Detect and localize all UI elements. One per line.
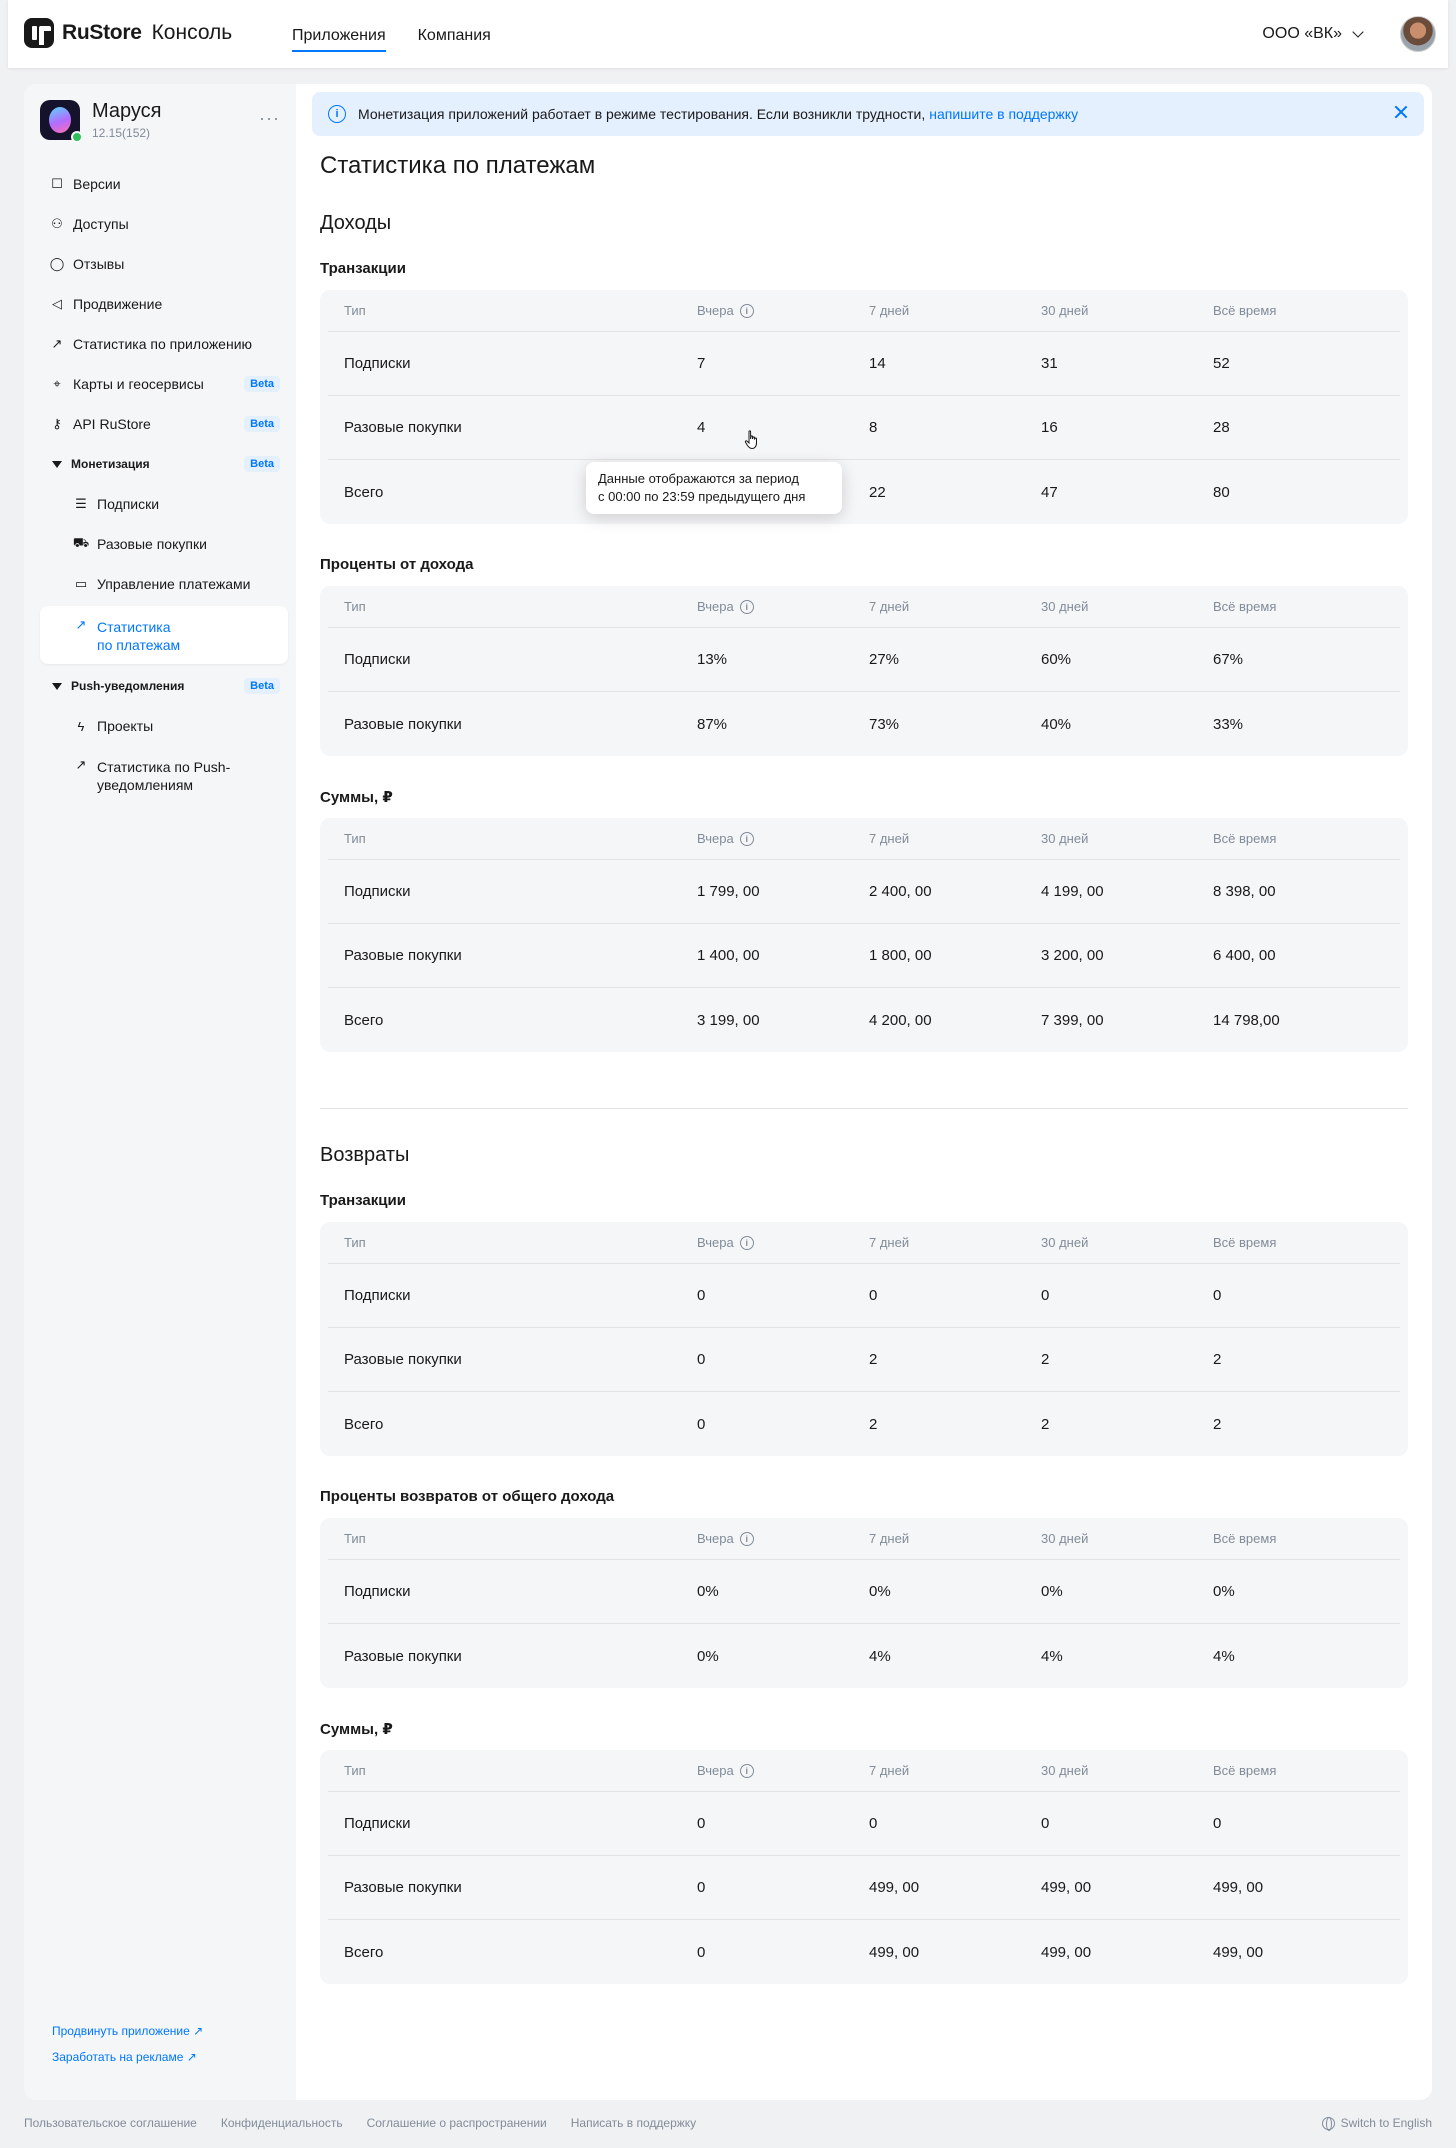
column-all-time: Всё время: [1213, 1531, 1277, 1546]
top-nav: [292, 0, 523, 68]
column-all-time: Всё время: [1213, 599, 1277, 614]
table-row: [328, 1264, 1400, 1328]
refunds-percents-title: Проценты возвратов от общего дохода: [320, 1488, 615, 1505]
sidebar-item-label-line1: Статистика по Push-: [97, 759, 231, 775]
cell-7-days: 0: [869, 1815, 878, 1832]
footer-link-terms[interactable]: Пользовательское соглашение: [24, 2116, 197, 2130]
cell-7-days: 4%: [869, 1647, 891, 1665]
cell-7-days: 4 200, 00: [869, 1011, 932, 1029]
sidebar: [24, 84, 296, 2100]
sidebar-item-label: [97, 758, 230, 794]
tooltip-line1: Данные отображаются за период: [598, 471, 799, 486]
info-icon[interactable]: i: [740, 1532, 754, 1546]
sidebar-item-label: Доступы: [73, 216, 129, 232]
cell-all-time: 80: [1213, 483, 1230, 501]
more-options-icon[interactable]: ···: [259, 108, 280, 128]
table-row: [328, 396, 1400, 460]
cell-30-days: 499, 00: [1041, 1879, 1092, 1896]
column-yesterday: [697, 1235, 869, 1250]
cell-7-days: 2: [869, 1415, 878, 1433]
column-7-days: 7 дней: [869, 599, 910, 614]
cell-yesterday: 4: [697, 419, 706, 436]
column-yesterday: [697, 1531, 869, 1546]
cell-7-days: 73%: [869, 715, 900, 733]
row-type: Подписки: [344, 651, 411, 668]
sidebar-item-access[interactable]: [40, 204, 288, 244]
sidebar-item-one-time-purchases[interactable]: [40, 524, 288, 564]
column-30-days: 30 дней: [1041, 831, 1089, 846]
table-header: [328, 586, 1400, 628]
cell-yesterday: 0: [697, 1287, 706, 1304]
sidebar-item-label: Продвижение: [73, 296, 163, 312]
income-percents-title: Проценты от дохода: [320, 556, 474, 573]
refunds-sums-title: Суммы, ₽: [320, 1721, 393, 1738]
triangle-down-icon: [52, 683, 62, 690]
cell-all-time: 67%: [1213, 651, 1244, 668]
app-version: 12.15(152): [92, 126, 151, 140]
row-type: Подписки: [344, 883, 411, 900]
footer-link-privacy[interactable]: Конфиденциальность: [220, 2116, 343, 2130]
cell-yesterday: 87%: [697, 715, 728, 733]
cart-icon: ⛟: [72, 535, 90, 550]
table-header: [328, 290, 1400, 332]
sidebar-item-label: Подписки: [97, 496, 160, 512]
hand-cursor-icon: [744, 430, 760, 450]
column-all-time: Всё время: [1213, 1235, 1277, 1250]
cell-all-time: 2: [1213, 1415, 1222, 1433]
sidebar-item-app-stats[interactable]: [40, 324, 288, 364]
info-icon[interactable]: i: [740, 832, 754, 846]
cell-all-time: 0: [1213, 1287, 1222, 1304]
app-status-dot: [71, 131, 83, 143]
cell-yesterday: 0: [697, 1351, 706, 1368]
beta-badge: Beta: [244, 376, 280, 392]
cell-7-days: 2: [869, 1351, 878, 1368]
column-yesterday: [697, 1763, 869, 1778]
table-row: [328, 1392, 1400, 1456]
sidebar-item-payment-stats[interactable]: [40, 606, 288, 664]
cell-all-time: 2: [1213, 1351, 1222, 1368]
sidebar-item-label: Отзывы: [73, 256, 125, 272]
users-icon: ⚇: [51, 216, 63, 231]
column-all-time: Всё время: [1213, 1763, 1277, 1778]
column-yesterday: [697, 831, 869, 846]
column-yesterday-label: Вчера: [697, 831, 734, 846]
sidebar-nav: [40, 164, 288, 804]
income-sums-table: [320, 818, 1408, 1052]
info-icon[interactable]: i: [740, 1764, 754, 1778]
table-row: [328, 1792, 1400, 1856]
cell-30-days: 7 399, 00: [1041, 1011, 1104, 1029]
globe-icon: [1322, 2117, 1335, 2130]
table-header: [328, 1518, 1400, 1560]
row-type: Разовые покупки: [344, 947, 462, 964]
sidebar-group-label: Push-уведомления: [71, 679, 185, 693]
sidebar-item-api[interactable]: [40, 404, 288, 444]
sidebar-group-monetization[interactable]: [40, 444, 288, 484]
column-30-days: 30 дней: [1041, 303, 1089, 318]
sidebar-item-maps[interactable]: [40, 364, 288, 404]
avatar[interactable]: [1400, 16, 1436, 52]
refunds-title: Возвраты: [320, 1144, 410, 1166]
cell-yesterday: 1 799, 00: [697, 883, 760, 900]
sidebar-item-label: Проекты: [97, 718, 154, 734]
cell-30-days: 2: [1041, 1351, 1050, 1368]
column-yesterday-label: Вчера: [697, 599, 734, 614]
sidebar-item-label: Версии: [73, 176, 121, 192]
cell-yesterday: 0%: [697, 1647, 719, 1665]
cell-30-days: 40%: [1041, 715, 1072, 733]
cell-7-days: 499, 00: [869, 1943, 920, 1961]
column-7-days: 7 дней: [869, 1531, 910, 1546]
language-label: Switch to English: [1340, 2116, 1432, 2130]
table-row: [328, 628, 1400, 692]
promote-app-link[interactable]: Продвинуть приложение ↗: [52, 2024, 204, 2038]
cell-yesterday: 0: [697, 1943, 706, 1961]
beta-badge: Beta: [244, 678, 280, 694]
row-type: Разовые покупки: [344, 1879, 462, 1896]
table-row: [328, 1624, 1400, 1688]
refunds-transactions-title: Транзакции: [320, 1192, 406, 1209]
org-switcher[interactable]: [1262, 25, 1362, 43]
brand-sub: Консоль: [151, 21, 233, 44]
banner-text: Монетизация приложений работает в режиме тестирования. Если возникли трудности,: [358, 106, 926, 122]
cell-30-days: 3 200, 00: [1041, 947, 1104, 964]
row-type: Всего: [344, 1415, 384, 1433]
sidebar-item-label: Управление платежами: [97, 576, 251, 592]
cell-all-time: 499, 00: [1213, 1879, 1264, 1896]
info-icon[interactable]: i: [740, 1236, 754, 1250]
main-frame: [24, 84, 1432, 2100]
versions-icon: ☐: [51, 176, 63, 191]
cell-30-days: 0: [1041, 1287, 1050, 1304]
row-type: Подписки: [344, 1583, 411, 1600]
beta-badge: Beta: [244, 456, 280, 472]
row-type: Подписки: [344, 355, 411, 372]
table-row: [328, 1328, 1400, 1392]
column-all-time: Всё время: [1213, 831, 1277, 846]
sidebar-item-label: Статистика по приложению: [73, 336, 253, 352]
database-icon: ☰: [75, 496, 87, 511]
row-type: Разовые покупки: [344, 1351, 462, 1368]
bolt-icon: ϟ: [77, 718, 85, 734]
column-yesterday: [697, 599, 869, 614]
column-yesterday-label: Вчера: [697, 303, 734, 318]
column-30-days: 30 дней: [1041, 1235, 1089, 1250]
support-link[interactable]: напишите в поддержку: [929, 106, 1079, 122]
row-type: Всего: [344, 483, 384, 501]
row-type: Подписки: [344, 1815, 411, 1832]
brand-name: RuStore: [62, 21, 142, 44]
table-header: [328, 1222, 1400, 1264]
card-icon: ▭: [74, 576, 88, 591]
column-yesterday: [697, 303, 869, 318]
cell-7-days: 499, 00: [869, 1879, 920, 1896]
column-type: Тип: [344, 1235, 366, 1250]
sidebar-links: [52, 2024, 203, 2076]
sidebar-item-push-stats[interactable]: [40, 746, 288, 804]
cell-all-time: 6 400, 00: [1213, 947, 1276, 964]
refunds-sums-table: [320, 1750, 1408, 1984]
top-nav-company[interactable]: Компания: [417, 27, 491, 44]
column-type: Тип: [344, 1763, 366, 1778]
table-row: [328, 988, 1400, 1052]
cell-all-time: 4%: [1213, 1647, 1235, 1665]
column-type: Тип: [344, 1531, 366, 1546]
cell-yesterday: 1 400, 00: [697, 947, 760, 964]
column-7-days: 7 дней: [869, 303, 910, 318]
row-type: Разовые покупки: [344, 715, 462, 733]
column-type: Тип: [344, 303, 366, 318]
org-name: ООО «ВК»: [1262, 25, 1342, 42]
cell-30-days: 0: [1041, 1815, 1050, 1832]
column-yesterday-label: Вчера: [697, 1235, 734, 1250]
cell-30-days: 60%: [1041, 651, 1072, 668]
sidebar-item-subscriptions[interactable]: [40, 484, 288, 524]
language-switch[interactable]: [1322, 2116, 1432, 2130]
sidebar-item-label-line2: по платежам: [97, 637, 181, 653]
row-type: Разовые покупки: [344, 419, 462, 436]
sidebar-item-label: [97, 618, 180, 654]
table-header: [328, 1750, 1400, 1792]
refunds-percents-table: [320, 1518, 1408, 1688]
refunds-transactions-table: [320, 1222, 1408, 1456]
row-type: Всего: [344, 1943, 384, 1961]
chart-icon: ↗: [75, 757, 87, 772]
cell-all-time: 0%: [1213, 1583, 1235, 1600]
column-7-days: 7 дней: [869, 1763, 910, 1778]
table-row: [328, 924, 1400, 988]
sidebar-group-label: Монетизация: [71, 457, 150, 471]
cell-30-days: 47: [1041, 483, 1058, 501]
cell-all-time: 28: [1213, 419, 1230, 436]
cell-30-days: 31: [1041, 355, 1058, 372]
cell-all-time: 0: [1213, 1815, 1222, 1832]
table-row: [328, 1856, 1400, 1920]
cell-yesterday: 3 199, 00: [697, 1011, 760, 1029]
cell-all-time: 14 798,00: [1213, 1011, 1280, 1029]
cell-all-time: 8 398, 00: [1213, 883, 1276, 900]
column-type: Тип: [344, 599, 366, 614]
sidebar-item-reviews[interactable]: [40, 244, 288, 284]
column-yesterday-label: Вчера: [697, 1763, 734, 1778]
sidebar-item-label-line1: Статистика: [97, 619, 171, 635]
cell-30-days: 4 199, 00: [1041, 883, 1104, 900]
table-row: [328, 460, 1400, 524]
cell-all-time: 499, 00: [1213, 1943, 1264, 1961]
app-header: [40, 100, 280, 144]
triangle-down-icon: [52, 461, 62, 468]
column-30-days: 30 дней: [1041, 1531, 1089, 1546]
row-type: Подписки: [344, 1287, 411, 1304]
cell-7-days: 8: [869, 419, 878, 436]
cell-7-days: 22: [869, 483, 886, 501]
table-header: [328, 818, 1400, 860]
sidebar-item-label: API RuStore: [73, 416, 151, 432]
section-divider: [320, 1108, 1408, 1109]
top-nav-apps[interactable]: Приложения: [292, 0, 386, 68]
income-title: Доходы: [320, 212, 392, 234]
table-row: [328, 1920, 1400, 1984]
tooltip-line2: с 00:00 по 23:59 предыдущего дня: [598, 489, 806, 504]
row-type: Всего: [344, 1011, 384, 1029]
footer-link-support[interactable]: Написать в поддержку: [570, 2116, 697, 2130]
info-icon[interactable]: i: [740, 600, 754, 614]
footer: [24, 2108, 1432, 2138]
logo[interactable]: [24, 18, 232, 48]
cell-7-days: 1 800, 00: [869, 947, 932, 964]
close-icon[interactable]: [1392, 103, 1410, 121]
info-icon[interactable]: i: [740, 304, 754, 318]
cell-30-days: 4%: [1041, 1647, 1063, 1665]
income-percents-table: [320, 586, 1408, 756]
cell-30-days: 2: [1041, 1415, 1050, 1433]
column-yesterday-label: Вчера: [697, 1531, 734, 1546]
page-title: Статистика по платежам: [320, 152, 596, 179]
table-row: [328, 1560, 1400, 1624]
cell-30-days: 16: [1041, 419, 1058, 436]
table-row: [328, 332, 1400, 396]
cell-yesterday: 0%: [697, 1583, 719, 1600]
sidebar-item-label: Карты и геосервисы: [73, 376, 204, 392]
pin-icon: ⌖: [53, 376, 61, 391]
cell-yesterday: 7: [697, 355, 706, 372]
column-30-days: 30 дней: [1041, 1763, 1089, 1778]
footer-link-distribution[interactable]: Соглашение о распространении: [366, 2116, 547, 2130]
income-transactions-table: [320, 290, 1408, 524]
cell-30-days: 499, 00: [1041, 1943, 1092, 1961]
earn-ads-link[interactable]: Заработать на рекламе ↗: [52, 2050, 197, 2064]
column-30-days: 30 дней: [1041, 599, 1089, 614]
table-row: [328, 692, 1400, 756]
column-7-days: 7 дней: [869, 831, 910, 846]
top-bar: [8, 0, 1448, 68]
cell-yesterday: 0: [697, 1815, 706, 1832]
column-type: Тип: [344, 831, 366, 846]
info-icon: i: [328, 105, 346, 123]
key-icon: ⚷: [52, 416, 62, 431]
sidebar-item-projects[interactable]: [40, 706, 288, 746]
chart-icon: ↗: [75, 617, 87, 632]
cell-yesterday: 13%: [697, 651, 728, 668]
comment-icon: ◯: [49, 256, 65, 271]
table-row: [328, 860, 1400, 924]
cell-7-days: 0: [869, 1287, 878, 1304]
cell-yesterday: 0: [697, 1879, 706, 1896]
chevron-down-icon: [1352, 26, 1363, 37]
rustore-logo-icon: [24, 18, 54, 48]
sidebar-group-push[interactable]: [40, 666, 288, 706]
beta-badge: Beta: [244, 416, 280, 432]
cell-7-days: 14: [869, 355, 886, 372]
chart-icon: ↗: [51, 336, 63, 351]
column-7-days: 7 дней: [869, 1235, 910, 1250]
column-all-time: Всё время: [1213, 303, 1277, 318]
sidebar-item-promotion[interactable]: [40, 284, 288, 324]
info-tooltip: [586, 462, 842, 514]
cell-all-time: 52: [1213, 355, 1230, 372]
income-transactions-title: Транзакции: [320, 260, 406, 277]
sidebar-item-payment-management[interactable]: [40, 564, 288, 604]
cell-7-days: 2 400, 00: [869, 883, 932, 900]
row-type: Разовые покупки: [344, 1647, 462, 1665]
cell-30-days: 0%: [1041, 1583, 1063, 1600]
cell-yesterday: 0: [697, 1415, 706, 1433]
app-name: Маруся: [92, 100, 162, 122]
cell-7-days: 27%: [869, 651, 900, 668]
cell-all-time: 33%: [1213, 715, 1244, 733]
info-banner: [312, 92, 1424, 136]
income-sums-title: Суммы, ₽: [320, 789, 393, 806]
sidebar-item-versions[interactable]: [40, 164, 288, 204]
sidebar-item-label: Разовые покупки: [97, 536, 207, 552]
megaphone-icon: ◁: [52, 296, 62, 311]
cell-7-days: 0%: [869, 1583, 891, 1600]
sidebar-item-label-line2: уведомлениям: [97, 777, 194, 793]
